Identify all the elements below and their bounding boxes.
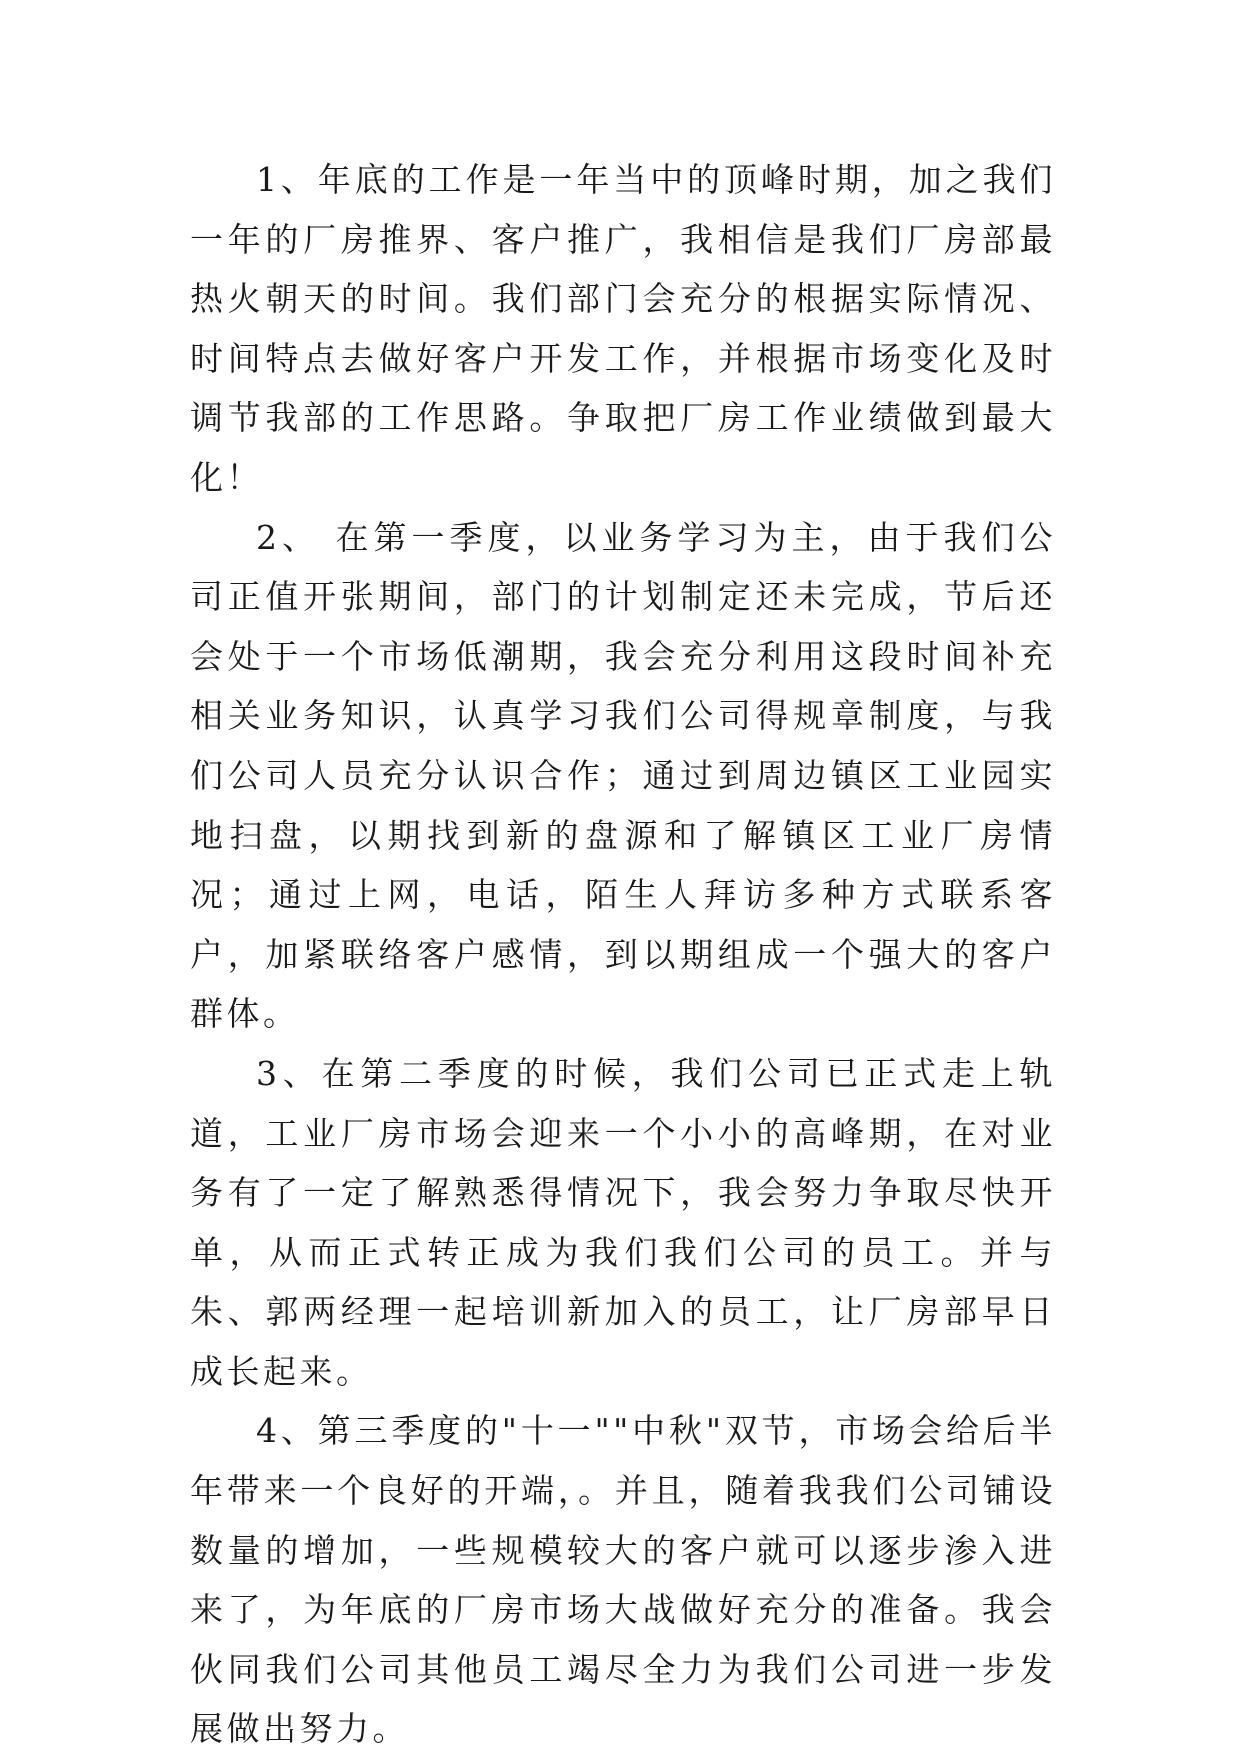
paragraph-3: 3、在第二季度的时候，我们公司已正式走上轨道，工业厂房市场会迎来一个小小的高峰期，在对业务有了一定了解熟悉得情况下，我会努力争取尽快开单，从而正式转正成为我们我们公司的员工。并与朱、郭两经理一起培训新加入的员工，让厂房部早日成长起来。 [190, 1053, 1056, 1391]
document-body [190, 150, 1056, 1759]
paragraph-2: 2、 在第一季度，以业务学习为主，由于我们公司正值开张期间，部门的计划制定还未完成，节后还会处于一个市场低潮期，我会充分利用这段时间补充相关业务知识，认真学习我们公司得规章制度，与我们公司人员充分认识合作；通过到周边镇区工业园实地扫盘，以期找到新的盘源和了解镇区工业厂房情况；通过上网，电话，陌生人拜访多种方式联系客户，加紧联络客户感情，到以期组成一个强大的客户群体。 [190, 517, 1056, 1034]
paragraph-4: 4、第三季度的"十一""中秋"双节，市场会给后半年带来一个良好的开端，。并且，随着我我们公司铺设数量的增加，一些规模较大的客户就可以逐步渗入进来了，为年底的厂房市场大战做好充分的准备。我会伙同我们公司其他员工竭尽全力为我们公司进一步发展做出努力。 [190, 1411, 1056, 1749]
paragraph-1: 1、年底的工作是一年当中的顶峰时期，加之我们一年的厂房推界、客户推广，我相信是我们厂房部最热火朝天的时间。我们部门会充分的根据实际情况、时间特点去做好客户开发工作，并根据市场变化及时调节我部的工作思路。争取把厂房工作业绩做到最大化！ [190, 160, 1056, 497]
